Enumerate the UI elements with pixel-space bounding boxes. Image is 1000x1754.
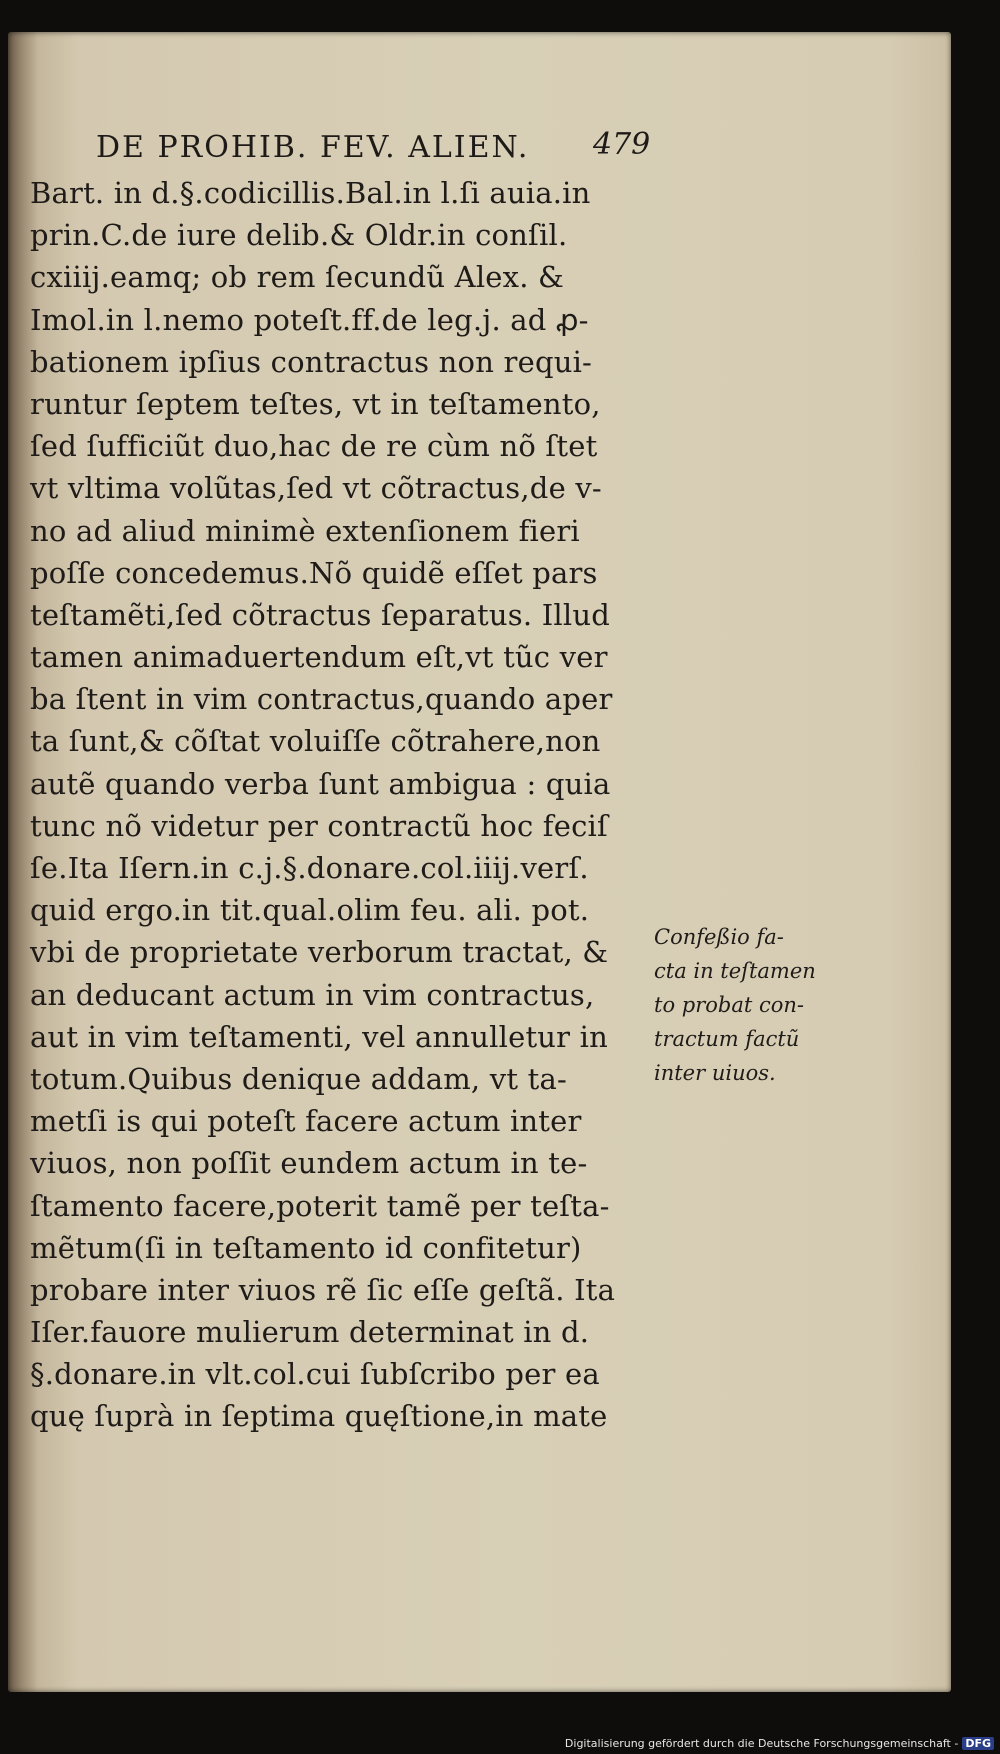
text-line: tunc nõ videtur per contractũ hoc feciſ [30, 808, 608, 843]
dfg-logo: DFG [962, 1737, 994, 1750]
text-line: mẽtum(ſi in teſtamento id confitetur) [30, 1230, 582, 1265]
margin-note-line: tractum factũ [654, 1027, 800, 1051]
text-line: poſſe concedemus.Nõ quidẽ eſſet pars [30, 555, 598, 590]
text-line: ſe.Ita Iſern.in c.j.§.donare.col.iiij.verſ. [30, 851, 589, 885]
funding-credit [565, 1737, 994, 1750]
text-line: ſed ſufficiũt duo,hac de re cùm nõ ſtet [30, 429, 598, 464]
text-line: ſtamento facere,poterit tamẽ per teſta- [30, 1188, 610, 1223]
margin-note-line: cta in teſtamen [654, 959, 816, 983]
margin-note [654, 920, 834, 1090]
text-line: metſi is qui poteſt facere actum inter [30, 1104, 582, 1139]
body-text [30, 172, 660, 1438]
margin-note-line: inter uiuos. [654, 1061, 776, 1085]
text-line: cxiiij.eamq; ob rem ſecundũ Alex. & [30, 260, 565, 295]
text-line: viuos, non poſſit eundem actum in te- [30, 1146, 588, 1181]
text-line: teſtamẽti,ſed cõtractus ſeparatus. Illud [30, 597, 610, 632]
book-page [8, 32, 951, 1692]
text-line: ba ſtent in vim contractus,quando aper [30, 682, 613, 717]
running-header: DE PROHIB. FEV. ALIEN. [96, 130, 530, 165]
margin-note-line: to probat con- [654, 993, 804, 1017]
text-line: probare inter viuos rẽ ſic eſſe geſtã. Ita [30, 1272, 616, 1307]
text-line: runtur ſeptem teſtes, vt in teſtamento, [30, 386, 601, 421]
text-line: ta ſunt,& cõſtat voluiſſe cõtrahere,non [30, 724, 601, 759]
margin-note-line: Confeßio fa- [654, 925, 784, 949]
funding-credit-text: Digitalisierung gefördert durch die Deutsche Forschungsgemeinschaft - [564, 1737, 959, 1750]
text-line: prin.C.de iure delib.& Oldr.in conſil. [30, 218, 568, 253]
text-line: aut in vim teſtamenti, vel annulletur in [30, 1019, 609, 1054]
text-line: Bart. in d.§.codicillis.Bal.in l.ſi auia.in [30, 176, 591, 210]
text-line: vbi de proprietate verborum tractat, & [30, 935, 609, 970]
text-line: quid ergo.in tit.qual.olim feu. ali. pot. [30, 893, 590, 928]
text-line: Iſer.fauore mulierum determinat in d. [30, 1315, 590, 1350]
text-line: tamen animaduertendum eſt,vt tũc ver [30, 640, 608, 675]
text-line: Imol.in l.nemo poteſt.ff.de leg.j. ad ꝓ- [30, 302, 589, 337]
text-line: §.donare.in vlt.col.cui ſubſcribo per ea [30, 1357, 600, 1392]
page-number: 479 [593, 127, 651, 162]
text-line: totum.Quibus denique addam, vt ta- [30, 1061, 567, 1096]
text-line: vt vltima volũtas,ſed vt cõtractus,de v- [30, 471, 602, 506]
text-line: an deducant actum in vim contractus, [30, 977, 595, 1012]
text-line: autẽ quando verba ſunt ambigua : quia [30, 766, 611, 801]
text-line: quę ſuprà in ſeptima quęſtione,in mate [30, 1399, 608, 1434]
text-line: bationem ipſius contractus non requi- [30, 344, 593, 379]
text-line: no ad aliud minimè extenſionem fieri [30, 513, 580, 548]
